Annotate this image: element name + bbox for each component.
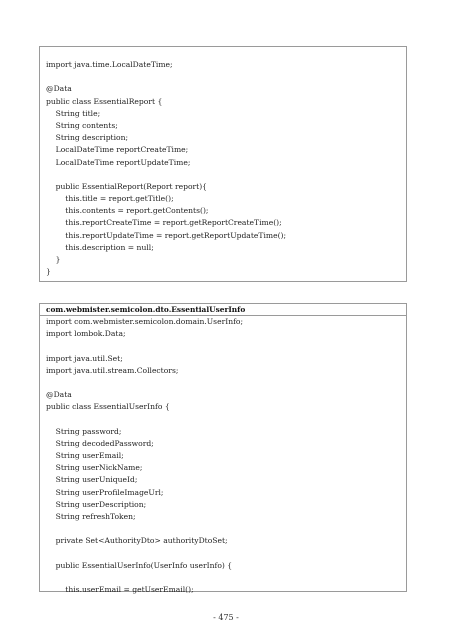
code-line [40,169,406,181]
code-line [40,377,406,389]
code-block-filename: com.webmister.semicolon.dto.EssentialUserInfo [40,304,406,316]
code-line: String refreshToken; [46,512,136,521]
code-line: this.description = null; [46,242,154,252]
code-line: String userEmail; [46,451,124,461]
code-line: String contents; [46,120,118,130]
code-line: this.reportCreateTime = report.getReportCreateTime(); [46,218,282,228]
code-line: } [46,267,51,277]
code-block-essential-user-info [39,303,407,595]
code-line [40,572,406,584]
code-line: String userDescription; [46,499,147,509]
code-lines [40,59,406,278]
code-block-essential-report [39,46,407,282]
code-line: import java.time.LocalDateTime; [46,60,173,69]
code-line: LocalDateTime reportUpdateTime; [46,157,191,167]
code-line [40,523,406,535]
code-line: String title; [46,108,101,118]
code-line: import com.webmister.semicolon.domain.UserInfo; [46,317,244,326]
code-line: String password; [46,426,122,436]
code-line: String userProfileImageUrl; [46,487,164,497]
code-line: public class EssentialReport { [46,96,163,106]
code-line: @Data [46,390,72,400]
code-line: LocalDateTime reportCreateTime; [46,145,189,155]
code-line: import lombok.Data; [46,329,126,339]
code-line: String description; [46,133,129,143]
code-line: this.title = report.getTitle(); [46,194,174,204]
code-lines [40,316,406,596]
code-line: private Set<AuthorityDto> authorityDtoSet; [46,536,228,546]
code-line [40,340,406,352]
code-line: this.userEmail = getUserEmail(); [46,585,194,595]
code-line: public class EssentialUserInfo { [46,402,170,412]
code-line: String decodedPassword; [46,438,154,448]
code-line: public EssentialUserInfo(UserInfo userInfo) { [46,560,233,570]
code-line [40,414,406,426]
code-line: @Data [46,84,72,94]
code-line: this.contents = report.getContents(); [46,206,209,216]
page-number: - 475 - [213,613,239,622]
code-line: import java.util.stream.Collectors; [46,365,179,375]
code-line: import java.util.Set; [46,353,123,363]
code-line: String userNickName; [46,463,143,473]
code-line: } [46,255,61,264]
code-line [40,71,406,83]
code-line: public EssentialReport(Report report){ [46,181,208,191]
code-line: String userUniqueId; [46,475,138,485]
code-line: this.reportUpdateTime = report.getReportUpdateTime(); [46,230,287,240]
code-line [40,548,406,560]
